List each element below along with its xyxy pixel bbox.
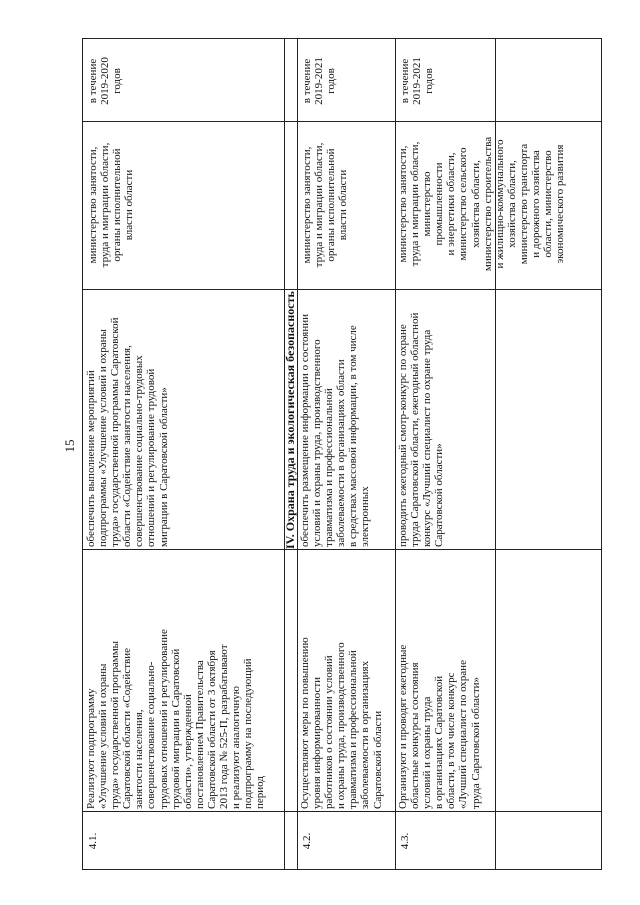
row-number: 4.2.	[301, 832, 313, 850]
executor-cell: министерство занятости, труда и миграции области, органы исполнительной власти области	[301, 142, 350, 268]
section-band	[284, 39, 297, 871]
row-number: 4.1.	[87, 832, 99, 850]
term-cell: в течение 2019-2021 годов	[399, 57, 436, 105]
term-cell: в течение 2019-2021 годов	[301, 57, 338, 105]
table-row	[297, 39, 395, 871]
measure-cell: обеспечить выполнение мероприятий подпрограммы «Улучшение условий и охраны труда» государственной программы Саратовской области «Содействие занятости населения, совершенствование социально-трудовых отношений и регулирование трудовой миграции в Саратовской области»	[85, 317, 170, 547]
measure-cell: проводить ежегодный смотр-конкурс по охране труда Саратовской области, ежегодный областной конкурс «Лучший специалист по охране труда Саратовской области»	[397, 312, 446, 547]
row-number: 4.3.	[399, 832, 411, 850]
executor-cell: министерство занятости, труда и миграции области, министерство промышленности и энергетики области, министерство сельского хозяйства области, министерство строительства и жилищно-коммунального хозяйства области, министерство транспорта и дорожного хозяйства области, министерство экономического развития	[397, 136, 567, 272]
measure-cell: обеспечить размещение информации о состоянии условий и охраны труда, производственного травматизма и профессиональной заболеваемости в организациях области в средствах массовой информации, в том числе электронных	[299, 313, 372, 547]
executor-cell: министерство занятости, труда и миграции области, органы исполнительной власти области	[87, 142, 136, 268]
activity-cell: Реализуют подпрограмму «Улучшение условий и охраны труда» государственной программы Саратовской области «Содействие занятости населения, совершенствование социально- трудовых отношений и регулирование трудовой миграции в Саратовской области», утвержденной постановлением Правительства Саратовской области от 3 октября 2013 года № 525-П, разрабатывают и реализуют аналогичную подпрограмму на последующий период	[85, 629, 267, 809]
table-row	[395, 39, 567, 871]
plan-table	[82, 38, 602, 870]
activity-cell: Осуществляют меры по повышению уровня информированности работников о состоянии условий и охраны труда, производственного травматизма и профессиональной заболеваемости в организациях Саратовской области	[299, 637, 384, 809]
activity-cell: Организуют и проводят ежегодные областные конкурсы состояния условий и охраны труда в организациях Саратовской области, в том числе конкурс «Лучший специалист по охране труда Саратовской области»	[397, 644, 482, 809]
term-cell: в течение 2019-2020 годов	[87, 57, 124, 105]
table-row	[83, 39, 284, 871]
page-number: 15	[62, 439, 77, 453]
continuation-area	[495, 39, 601, 869]
section-title: IV. Охрана труда и экологическая безопасность	[283, 291, 297, 549]
